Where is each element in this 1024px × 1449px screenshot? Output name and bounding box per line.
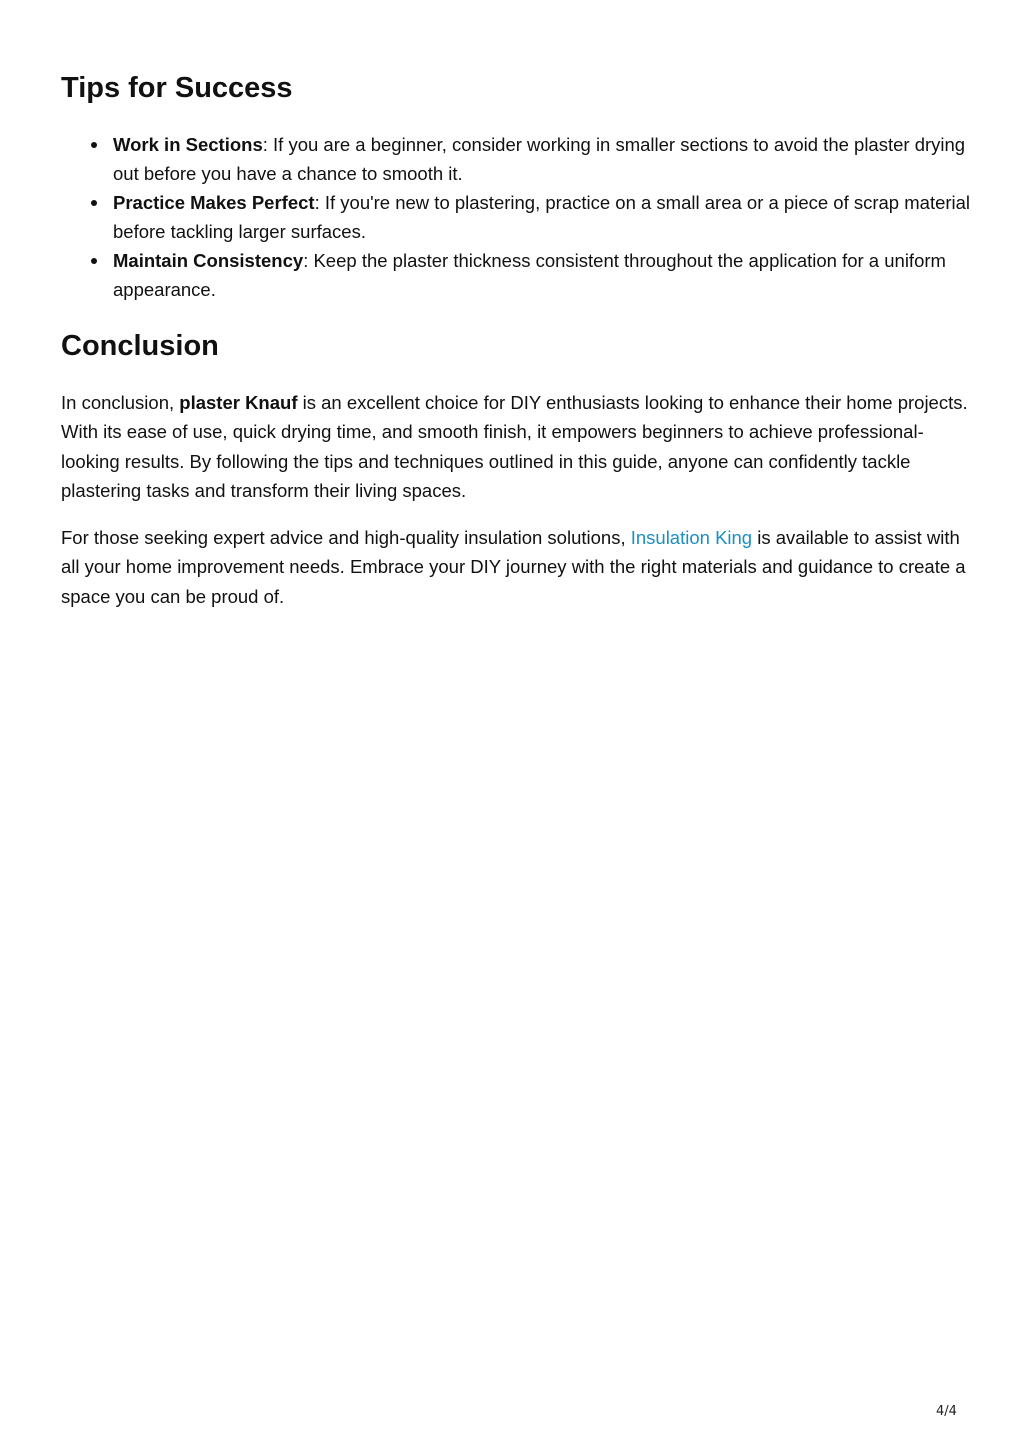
conclusion-heading: Conclusion [61,330,219,362]
paragraph-text: is an excellent choice for DIY enthusiasts looking to enhance their home projects. With its ease of use, quick drying time, and smooth finish, it empowers beginners to achieve professional-looking results. By following the tips and techniques outlined in this guide, anyone can confidently tackle plastering tasks and transform their living spaces. [61,392,968,501]
tip-text: : If you're new to plastering, practice on a small area or a piece of scrap material before tackling larger surfaces. [113,192,971,242]
tip-title: Work in Sections [113,134,263,155]
paragraph-text: is available to assist with all your home improvement needs. Embrace your DIY journey with the right materials and guidance to create a space you can be proud of. [61,527,966,607]
bullet-icon [91,142,97,148]
tips-heading: Tips for Success [61,72,293,104]
tip-text: : Keep the plaster thickness consistent throughout the application for a uniform appearance. [113,250,946,300]
tip-title: Maintain Consistency [113,250,304,271]
page-number: 4/4 [936,1404,957,1419]
list-item [113,130,971,188]
paragraph-text: For those seeking expert advice and high-quality insulation solutions, [61,527,631,549]
conclusion-paragraph-1 [61,388,971,505]
paragraph-text: In conclusion, [61,392,180,413]
tip-title: Practice Makes Perfect [113,192,315,213]
list-item [113,188,971,246]
product-name: plaster Knauf [179,392,298,413]
bullet-icon [91,258,97,264]
insulation-king-link[interactable]: Insulation King [630,527,753,549]
bullet-icon [91,200,97,206]
tip-text: : If you are a beginner, consider working in smaller sections to avoid the plaster drying out before you have a chance to smooth it. [113,134,966,184]
document-content [61,68,971,629]
tips-list [61,130,971,304]
conclusion-paragraph-2 [61,523,971,611]
list-item [113,246,971,304]
